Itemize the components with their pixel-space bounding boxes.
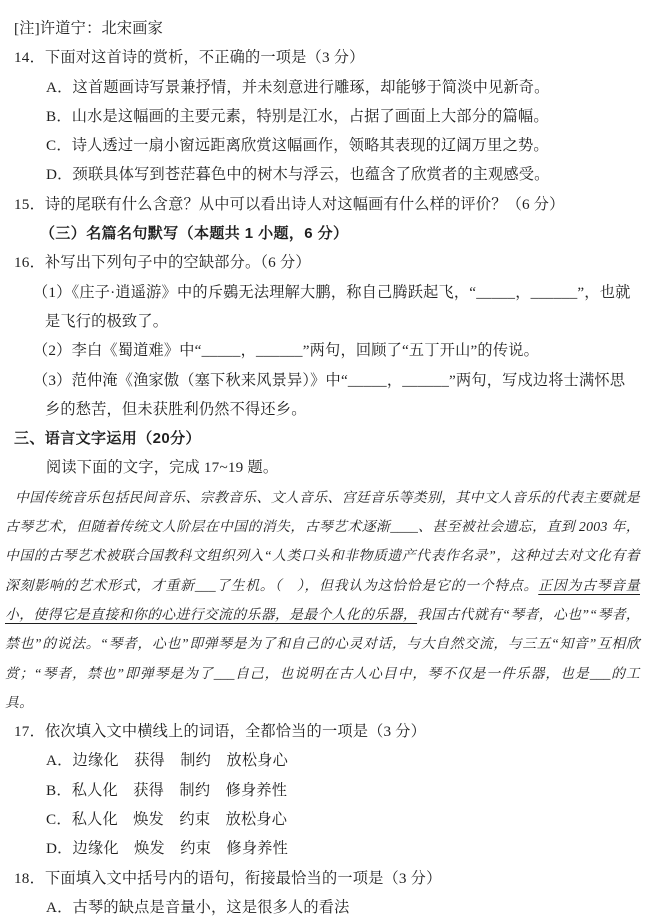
fill-in-blank: ___ bbox=[589, 665, 611, 681]
poem-note bbox=[14, 14, 636, 43]
text-run: 阅读下面的文字，完成 17~19 题。 bbox=[46, 459, 279, 477]
q14-option-b bbox=[14, 102, 636, 131]
q17-option-a bbox=[14, 746, 636, 775]
text-run: [注]许道宁：北宋画家 bbox=[14, 20, 164, 37]
text-run: A．边缘化 获得 制约 放松身心 bbox=[46, 752, 288, 770]
text-run: A．这首题画诗写景兼抒情，并未刻意进行雕琢，却能够于简淡中见新奇。 bbox=[46, 78, 550, 96]
text-run: 17．依次填入文中横线上的词语，全都恰当的一项是（3 分） bbox=[14, 723, 427, 741]
reading-passage bbox=[5, 483, 640, 717]
q17-option-d bbox=[14, 834, 636, 863]
q17-option-c bbox=[14, 805, 636, 834]
text-run: 18．下面填入文中括号内的语句，衔接最恰当的一项是（3 分） bbox=[14, 869, 442, 887]
q16-item-1 bbox=[14, 278, 636, 337]
q18-option-a bbox=[14, 893, 636, 922]
text-run: （3）范仲淹《渔家傲（塞下秋来风景异）》中“_____，______”两句，写戍边将士满怀思乡的愁苦，但未获胜利仍然不得还乡。 bbox=[33, 371, 626, 418]
text-run: 14．下面对这首诗的赏析，不正确的一项是（3 分） bbox=[14, 49, 365, 67]
fill-in-blank: ____ bbox=[390, 519, 418, 535]
text-run: D．边缘化 焕发 约束 修身养性 bbox=[46, 840, 288, 858]
reading-instruction bbox=[14, 453, 636, 482]
q15-stem bbox=[14, 190, 636, 219]
text-run: 了生机。（ ），但我认为这恰恰是它的一个特点。 bbox=[215, 577, 539, 593]
q16-item-3 bbox=[14, 366, 636, 425]
q14-option-a bbox=[14, 73, 636, 102]
fill-in-blank: ___ bbox=[194, 577, 216, 593]
fill-in-blank: ___ bbox=[213, 665, 235, 681]
text-run: A．古琴的缺点是音量小，这是很多人的看法 bbox=[46, 898, 350, 916]
section-3-heading bbox=[14, 219, 636, 248]
text-run: 我国古代就有“琴者，心也”“琴者，禁也”的说法。“琴者，心也”即弹琴是为了和自己的心灵对话，与大自然交流，与三五“知音”互相欣赏；“琴者，禁也”即弹琴是为了 bbox=[5, 606, 640, 681]
text-run: 三、语言文字运用（20分） bbox=[14, 430, 201, 448]
text-run: 中国传统音乐包括民间音乐、宗教音乐、文人音乐、宫廷音乐等类别，其中文人音乐的代表主要就是古琴艺术，但随着传统文人阶层在中国的消失，古琴艺术逐渐 bbox=[5, 489, 640, 535]
text-run: （1）《庄子·逍遥游》中的斥鷃无法理解大鹏，称自己腾跃起飞，“_____，______”，也就是飞行的极致了。 bbox=[33, 283, 631, 330]
text-run: 自己，也说明在古人心目中，琴不仅是一件乐器，也是 bbox=[234, 665, 590, 681]
text-run: C．诗人透过一扇小窗远距离欣赏这幅画作，领略其表现的辽阔万里之势。 bbox=[46, 137, 549, 155]
text-run: B．私人化 获得 制约 修身养性 bbox=[46, 781, 288, 799]
q14-stem bbox=[14, 43, 636, 72]
text-run: 、甚至被社会遗忘，直到 2003 年，中国的古琴艺术被联合国教科文组织列入“人类口头和非物质遗产代表作名录”，这种过去对文化有着深刻影响的艺术形式，才重新 bbox=[5, 519, 640, 593]
section-language-heading bbox=[14, 424, 636, 453]
text-run: 的工具。 bbox=[5, 665, 640, 710]
q16-item-2 bbox=[14, 336, 636, 365]
text-run: D．颈联具体写到苍茫暮色中的树木与浮云，也蕴含了欣赏者的主观感受。 bbox=[46, 166, 550, 184]
text-run: （三）名篇名句默写（本题共 1 小题，6 分） bbox=[40, 225, 349, 243]
underlined-clause: 正因为古琴音量小，使得它是直接和你的心进行交流的乐器，是最个人化的乐器， bbox=[5, 577, 640, 622]
text-run: （2）李白《蜀道难》中“_____，______”两句，回顾了“五丁开山”的传说。 bbox=[33, 342, 539, 360]
q14-option-c bbox=[14, 131, 636, 160]
q18-stem bbox=[14, 864, 636, 893]
q14-option-d bbox=[14, 160, 636, 189]
text-run: 16．补写出下列句子中的空缺部分。（6 分） bbox=[14, 254, 311, 272]
exam-text-column bbox=[5, 14, 640, 922]
q17-stem bbox=[14, 717, 636, 746]
q17-option-b bbox=[14, 776, 636, 805]
text-run: C．私人化 焕发 约束 放松身心 bbox=[46, 811, 288, 829]
text-run: 15．诗的尾联有什么含意？从中可以看出诗人对这幅画有什么样的评价？（6 分） bbox=[14, 195, 565, 213]
text-run: B．山水是这幅画的主要元素，特别是江水，占据了画面上大部分的篇幅。 bbox=[46, 107, 549, 125]
q16-stem bbox=[14, 248, 636, 277]
